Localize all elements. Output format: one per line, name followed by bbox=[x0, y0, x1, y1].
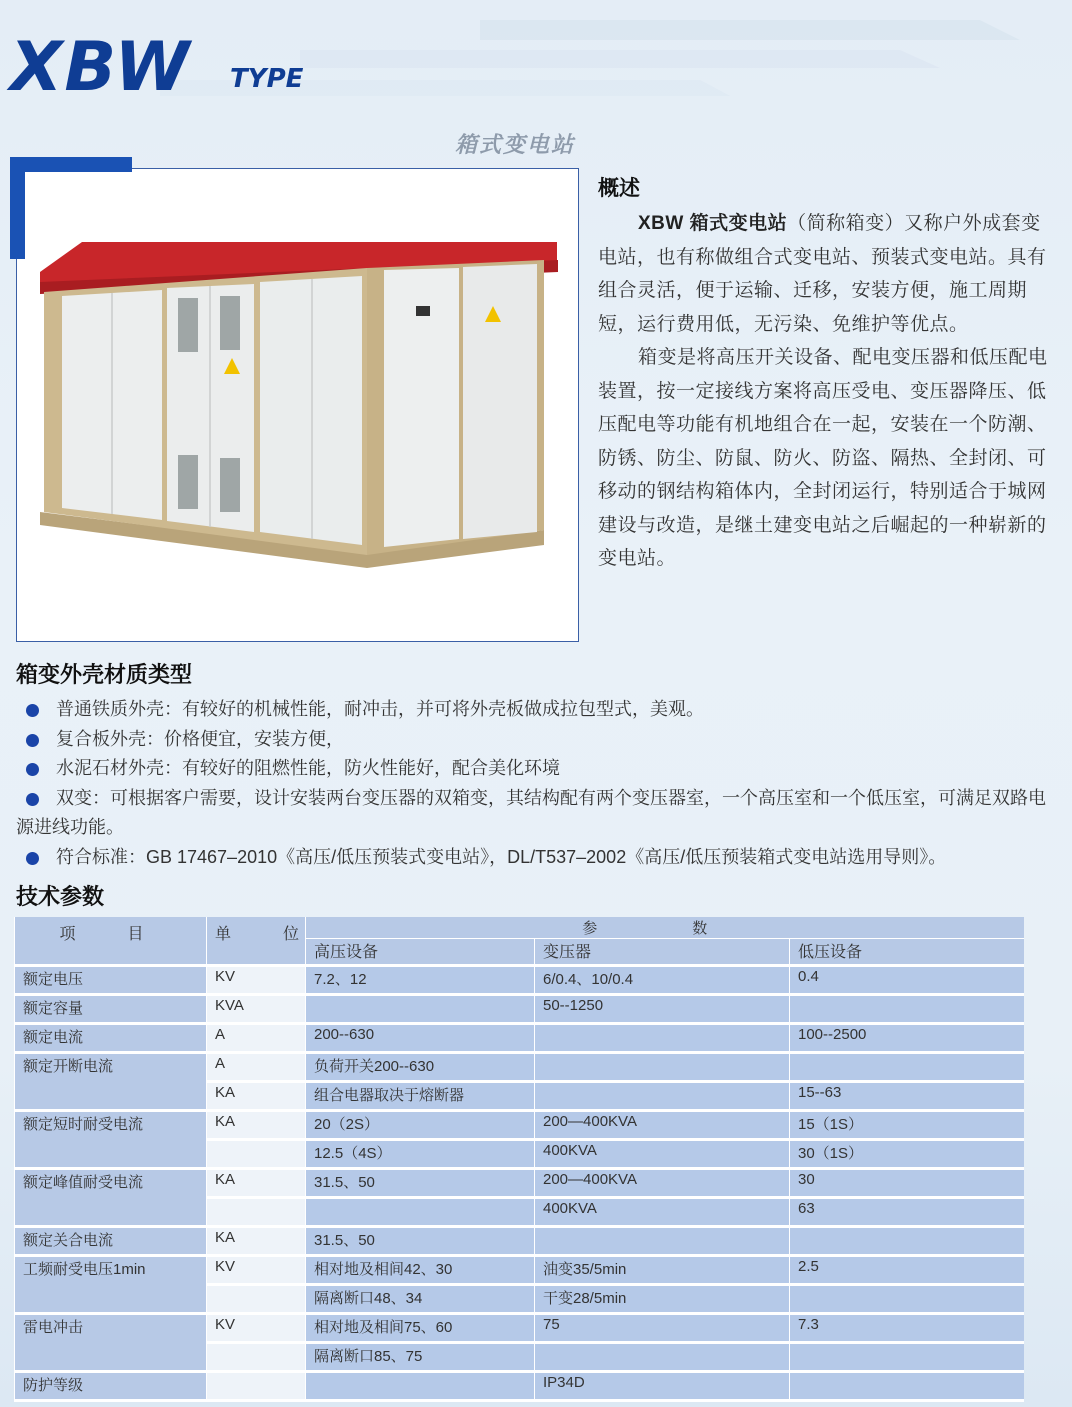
row-unit: KA bbox=[207, 1111, 306, 1140]
row-unit: KA bbox=[207, 1169, 306, 1198]
table-row bbox=[15, 1256, 1024, 1285]
cell-tr bbox=[535, 1227, 790, 1256]
cell-lv: 30 bbox=[790, 1169, 1024, 1198]
table-row bbox=[15, 995, 1024, 1024]
cell-lv bbox=[790, 995, 1024, 1024]
cell-tr bbox=[535, 1053, 790, 1082]
row-label: 防护等级 bbox=[15, 1372, 207, 1401]
product-name: 箱式变电站 bbox=[455, 133, 576, 158]
cell-hv bbox=[306, 995, 535, 1024]
header-item: 项 目 bbox=[15, 917, 207, 966]
table-row bbox=[15, 1053, 1024, 1082]
cell-hv: 7.2、12 bbox=[306, 966, 535, 995]
bullet-dot-icon bbox=[26, 763, 39, 776]
cell-hv bbox=[306, 1198, 535, 1227]
cell-lv bbox=[790, 1285, 1024, 1314]
cell-lv: 63 bbox=[790, 1198, 1024, 1227]
row-unit bbox=[207, 1140, 306, 1169]
cell-tr: 6/0.4、10/0.4 bbox=[535, 966, 790, 995]
row-unit bbox=[207, 1198, 306, 1227]
cell-lv: 15（1S） bbox=[790, 1111, 1024, 1140]
cell-lv: 2.5 bbox=[790, 1256, 1024, 1285]
materials-title: 箱变外壳材质类型 bbox=[16, 662, 193, 687]
cell-tr: 干变28/5min bbox=[535, 1285, 790, 1314]
cell-tr: 400KVA bbox=[535, 1140, 790, 1169]
cell-hv: 相对地及相间75、60 bbox=[306, 1314, 535, 1343]
cell-hv: 20（2S） bbox=[306, 1111, 535, 1140]
cell-tr: 200—400KVA bbox=[535, 1111, 790, 1140]
cell-tr bbox=[535, 1082, 790, 1111]
cell-lv: 15--63 bbox=[790, 1082, 1024, 1111]
cell-lv: 100--2500 bbox=[790, 1024, 1024, 1053]
cell-tr: 75 bbox=[535, 1314, 790, 1343]
bullet-dot-icon bbox=[26, 734, 39, 747]
cell-hv: 隔离断口48、34 bbox=[306, 1285, 535, 1314]
row-label: 额定电流 bbox=[15, 1024, 207, 1053]
materials-list bbox=[16, 695, 1066, 872]
overview-title: 概述 bbox=[598, 177, 640, 200]
table-row bbox=[15, 1111, 1024, 1140]
cell-lv: 30（1S） bbox=[790, 1140, 1024, 1169]
cell-hv: 12.5（4S） bbox=[306, 1140, 535, 1169]
row-label: 额定开断电流 bbox=[15, 1053, 207, 1111]
row-label: 额定容量 bbox=[15, 995, 207, 1024]
cell-tr: 200—400KVA bbox=[535, 1169, 790, 1198]
cell-tr bbox=[535, 1024, 790, 1053]
bullet-dot-icon bbox=[26, 704, 39, 717]
table-row bbox=[15, 1314, 1024, 1343]
list-item: 双变：可根据客户需要，设计安装两台变压器的双箱变，其结构配有两个变压器室，一个高压室和一个低压室，可满足双路电源进线功能。 bbox=[16, 787, 1046, 837]
cell-hv: 200--630 bbox=[306, 1024, 535, 1053]
overview-paragraph-1 bbox=[598, 207, 1060, 341]
row-unit: A bbox=[207, 1024, 306, 1053]
table-row bbox=[15, 1227, 1024, 1256]
table-row bbox=[15, 1024, 1024, 1053]
cell-lv bbox=[790, 1053, 1024, 1082]
overview-lead: XBW 箱式变电站 bbox=[638, 213, 788, 234]
cell-tr: 400KVA bbox=[535, 1198, 790, 1227]
row-unit: KVA bbox=[207, 995, 306, 1024]
specs-table bbox=[14, 917, 1024, 1402]
row-unit: KA bbox=[207, 1082, 306, 1111]
bullet-dot-icon bbox=[26, 852, 39, 865]
header-unit: 单 位 bbox=[207, 917, 306, 966]
header-params: 参 数 bbox=[306, 917, 1024, 939]
brand-type-label: TYPE bbox=[230, 64, 304, 94]
row-unit: A bbox=[207, 1053, 306, 1082]
row-label: 雷电冲击 bbox=[15, 1314, 207, 1372]
overview-text bbox=[598, 207, 1060, 576]
row-unit: KA bbox=[207, 1227, 306, 1256]
cell-hv: 组合电器取决于熔断器 bbox=[306, 1082, 535, 1111]
table-row bbox=[15, 1372, 1024, 1401]
cell-lv: 7.3 bbox=[790, 1314, 1024, 1343]
specs-table-body bbox=[15, 966, 1024, 1401]
row-unit bbox=[207, 1372, 306, 1401]
row-unit bbox=[207, 1343, 306, 1372]
cell-lv bbox=[790, 1343, 1024, 1372]
row-label: 额定短时耐受电流 bbox=[15, 1111, 207, 1169]
bullet-dot-icon bbox=[26, 793, 39, 806]
cell-tr: IP34D bbox=[535, 1372, 790, 1401]
row-unit: KV bbox=[207, 966, 306, 995]
table-row bbox=[15, 966, 1024, 995]
cell-tr: 50--1250 bbox=[535, 995, 790, 1024]
table-header-row bbox=[15, 917, 1024, 939]
brand-title: XBW bbox=[10, 28, 192, 107]
cell-hv: 负荷开关200--630 bbox=[306, 1053, 535, 1082]
cell-hv: 31.5、50 bbox=[306, 1227, 535, 1256]
header-transformer: 变压器 bbox=[535, 939, 790, 966]
specs-title: 技术参数 bbox=[16, 884, 105, 909]
list-item: 复合板外壳：价格便宜，安装方便， bbox=[16, 725, 1066, 755]
row-label: 工频耐受电压1min bbox=[15, 1256, 207, 1314]
cell-lv: 0.4 bbox=[790, 966, 1024, 995]
cell-hv: 隔离断口85、75 bbox=[306, 1343, 535, 1372]
list-item: 符合标准：GB 17467–2010《高压/低压预装式变电站》，DL/T537–2002《高压/低压预装箱式变电站选用导则》。 bbox=[16, 843, 1066, 873]
overview-paragraph-2: 箱变是将高压开关设备、配电变压器和低压配电装置，按一定接线方案将高压受电、变压器降压、低压配电等功能有机地组合在一起，安装在一个防潮、防锈、防尘、防鼠、防火、防盗、隔热、全封闭、可移动的钢结构箱体内，全封闭运行，特别适合于城网建设与改造，是继土建变电站之后崛起的一种崭新的变电站。 bbox=[598, 347, 1048, 569]
frame-corner-accent bbox=[10, 157, 132, 172]
header-lv: 低压设备 bbox=[790, 939, 1024, 966]
header-hv: 高压设备 bbox=[306, 939, 535, 966]
cell-lv bbox=[790, 1227, 1024, 1256]
table-row bbox=[15, 1169, 1024, 1198]
cell-tr: 油变35/5min bbox=[535, 1256, 790, 1285]
overview-paragraph-1-rest: （简称箱变）又称户外成套变电站，也有称做组合式变电站、预装式变电站。具有组合灵活，便于运输、迁移，安装方便，施工周期短，运行费用低，无污染、免维护等优点。 bbox=[598, 213, 1047, 335]
row-unit: KV bbox=[207, 1256, 306, 1285]
cell-hv bbox=[306, 1372, 535, 1401]
cell-tr bbox=[535, 1343, 790, 1372]
list-item: 普通铁质外壳：有较好的机械性能，耐冲击，并可将外壳板做成拉包型式，美观。 bbox=[16, 695, 1066, 725]
cell-lv bbox=[790, 1372, 1024, 1401]
row-unit bbox=[207, 1285, 306, 1314]
row-unit: KV bbox=[207, 1314, 306, 1343]
row-label: 额定关合电流 bbox=[15, 1227, 207, 1256]
cell-hv: 相对地及相间42、30 bbox=[306, 1256, 535, 1285]
row-label: 额定电压 bbox=[15, 966, 207, 995]
list-item: 水泥石材外壳：有较好的阻燃性能，防火性能好，配合美化环境 bbox=[16, 754, 1066, 784]
substation-photo bbox=[22, 230, 562, 570]
row-label: 额定峰值耐受电流 bbox=[15, 1169, 207, 1227]
cell-hv: 31.5、50 bbox=[306, 1169, 535, 1198]
